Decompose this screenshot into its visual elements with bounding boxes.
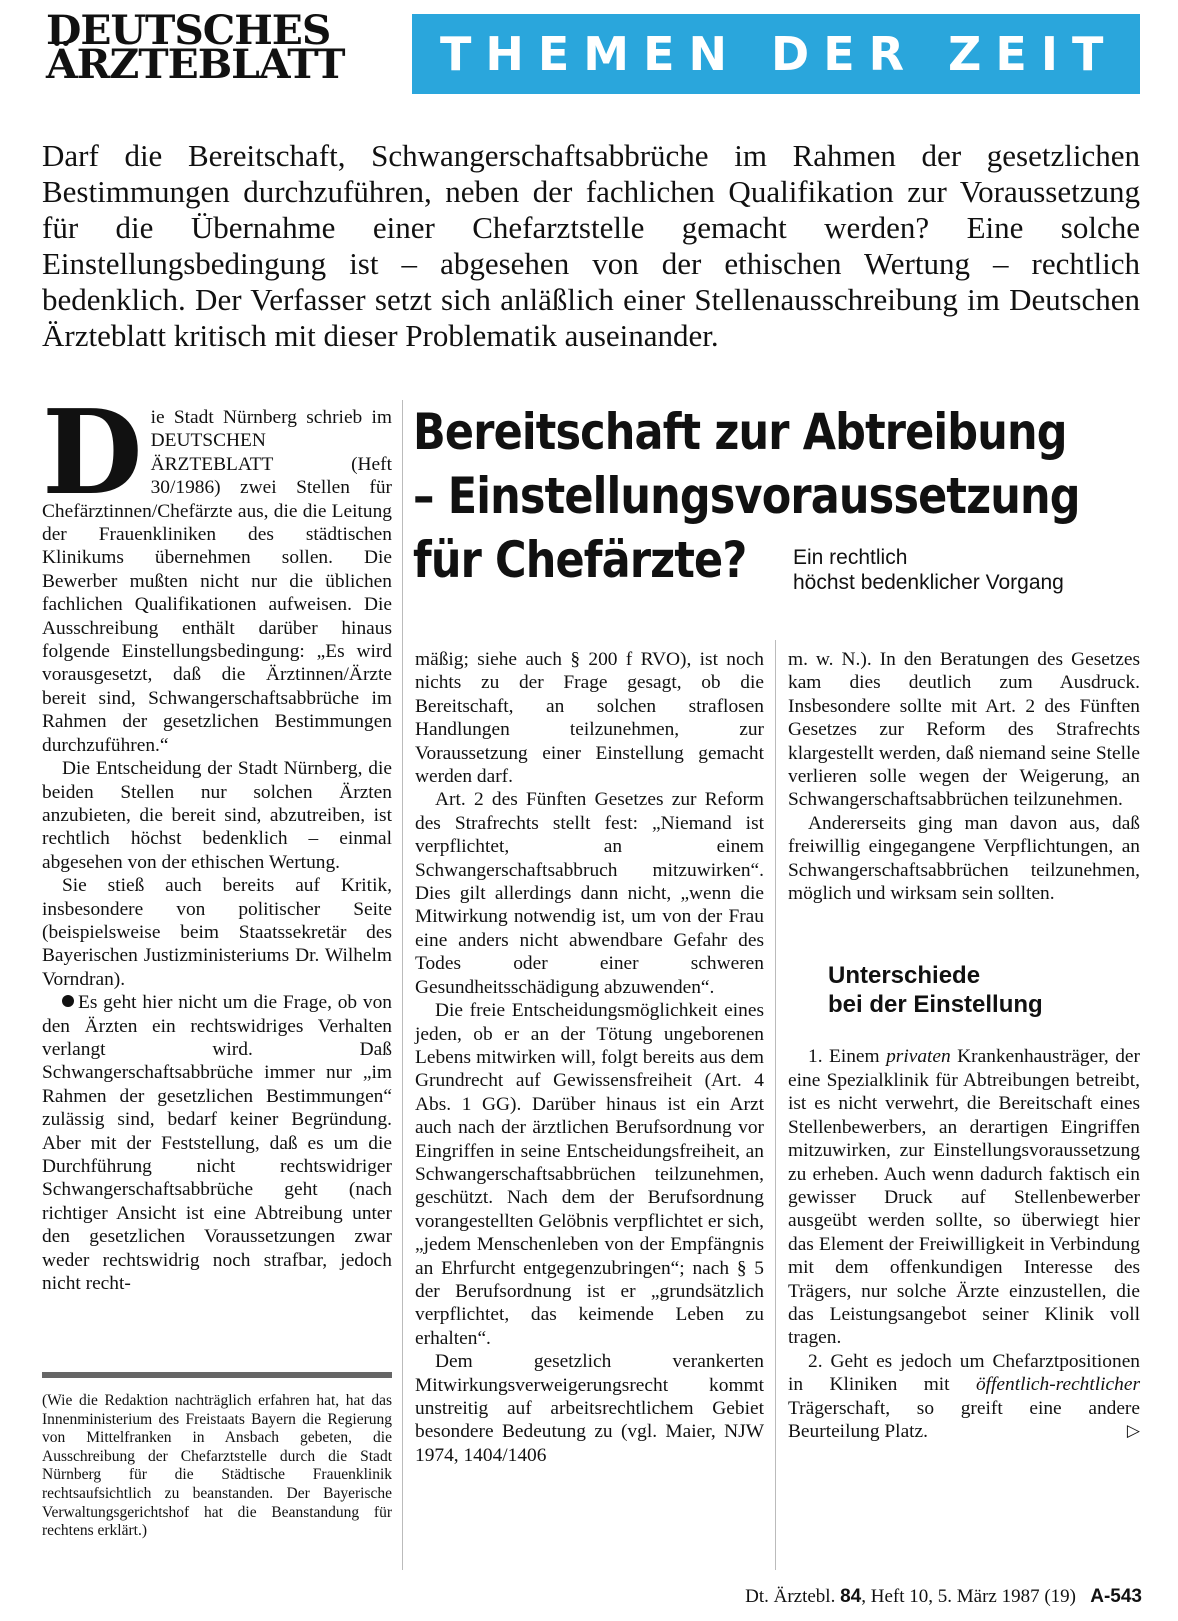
footer-issue: , Heft 10, 5. März 1987 (19) xyxy=(861,1586,1076,1607)
subtitle-line-1: Ein rechtlich xyxy=(793,546,908,569)
column1-paragraph-4 xyxy=(42,991,392,1295)
footer-page-number: A-543 xyxy=(1090,1586,1142,1607)
column1-paragraph-4-text: Es geht hier nicht um die Frage, ob von den Ärzten ein rechtswidriges Verhalten verlangt wird. Daß Schwangerschaftsabbrüche immer nur „im Rahmen der gesetzlichen Bestimmungen“ zulässig sind, bedarf keiner Begründung. Aber mit der Feststellung, daß es um die Durchführung nicht rechtswidriger Schwangerschaftsabbrüche geht (nach richtiger Ansicht ist eine Abtreibung unter den gesetzlichen Voraussetzungen zwar weder rechtswidrig noch strafbar, jedoch nicht recht- xyxy=(42,992,392,1295)
footnote-divider xyxy=(42,1372,392,1378)
masthead-line-1: DEUTSCHES xyxy=(46,7,331,54)
headline-line-1: Bereitschaft zur Abtreibung xyxy=(413,403,1067,461)
column1-paragraph-1-text: ie Stadt Nürnberg schrieb im DEUTSCHEN ÄRZTEBLATT (Heft 30/1986) zwei Stellen für Chefärztinnen/Chefärzte aus, die die Leitung der Frauenkliniken des städtischen Klinikums übernehmen sollen. Die Bewerber mußten nicht nur die üblichen fachlichen Qualifikationen aufweisen. Die Ausschreibung enthält darüber hinaus folgende Einstellungsbedingung: „Es wird vorausgesetzt, daß die Ärztinnen/Ärzte bereit sind, Schwangerschaftsabbrüche im Rahmen der gesetzlichen Bestimmungen durchzuführen.“ xyxy=(42,407,392,756)
headline-line-2: – Einstellungsvoraussetzung xyxy=(413,467,1080,525)
subtitle-line-2: höchst bedenklicher Vorgang xyxy=(793,571,1064,594)
bullet-icon xyxy=(62,995,74,1007)
column2-paragraph-3: Die freie Entscheidungsmöglichkeit eines jeden, ob er an der Tötung ungeborenen Lebens mitwirken will, folgt bereits aus dem Grundrecht auf Gewissensfreiheit (Art. 4 Abs. 1 GG). Darüber hinaus ist ein Arzt auch nach der ärztlichen Berufsordnung vor Eingriffen in seine Entscheidungsfreiheit, an Schwangerschaftsabbrüchen teilzunehmen, geschützt. Nach dem der Berufsordnung vorangestellten Gelöbnis verpflichtet er sich, „jedem Menschenleben von der Empfängnis an Ehrfurcht entgegenzubringen“; nach § 5 der Berufsordnung ist er „grundsätzlich verpflichtet, das keimende Leben zu erhalten“. xyxy=(415,1000,764,1349)
column3-paragraph-1: m. w. N.). In den Beratungen des Gesetzes kam dies deutlich zum Ausdruck. Insbesondere sollte mit Art. 2 des Fünften Gesetzes zur Reform des Strafrechts klargestellt werden, daß niemand seine Stelle verlieren solle wegen der Weigerung, an Schwangerschaftsabbrüchen teilzunehmen. xyxy=(788,649,1140,811)
column3-paragraph-3-rest: Krankenhausträger, der eine Spezialklinik für Abtreibungen betreibt, ist es nicht verwehrt, die Bereitschaft eines Stellenbewerbers, an derartigen Eingriffen mitzuwirken, zur Einstellungsvoraussetzung zu erheben. Auch wenn dadurch faktisch ein gewisser Druck auf Stellenbewerber ausgeübt werden sollte, so überwiegt hier das Element der Freiwilligkeit in Verbindung mit dem offenkundigen Interesse des Trägers, nur solche Ärzte einzustellen, die das Leistungsangebot seiner Klinik voll tragen. xyxy=(788,1046,1140,1349)
section-banner-text: THEMEN DER ZEIT xyxy=(440,27,1118,81)
section-heading xyxy=(828,961,1140,1019)
editorial-footnote: (Wie die Redaktion nachträglich erfahren hat, hat das Innenministerium des Freistaats Bayern die Regierung von Mittelfranken in Ansbach gebeten, die Ausschreibung der Chefarztstelle durch die Stadt Nürnberg für die Städtische Frauenklinik rechtsaufsichtlich zu beanstanden. Der Bayerische Verwaltungsgerichtshof hat die Beanstandung für rechtens erklärt.) xyxy=(42,1392,392,1540)
section-heading-line-1: Unterschiede xyxy=(828,962,981,990)
column3-paragraph-3 xyxy=(788,1045,1140,1349)
section-banner xyxy=(412,14,1140,94)
column3-paragraph-3-start: 1. Einem xyxy=(808,1046,887,1068)
drop-cap: D xyxy=(42,385,143,521)
section-heading-line-2: bei der Einstellung xyxy=(828,991,1043,1019)
page-footer xyxy=(650,1586,1142,1608)
footer-volume: 84 xyxy=(840,1586,862,1607)
article-column-2 xyxy=(415,648,764,1467)
column3-paragraph-4 xyxy=(788,1350,1140,1444)
article-column-1 xyxy=(42,385,392,1295)
column3-paragraph-4-rest: Trägerschaft, so greift eine andere Beurteilung Platz. xyxy=(788,1397,1140,1442)
column-divider-2 xyxy=(775,640,776,1570)
masthead-line-2: ÄRZTEBLATT xyxy=(46,41,345,88)
lead-text: Darf die Bereitschaft, Schwangerschaftsabbrüche im Rahmen der gesetzlichen Bestimmungen durchzuführen, neben der fachlichen Qualifikation zur Voraussetzung für die Übernahme einer Chefarztstelle gemacht werden? Eine solche Einstellungsbedingung ist – abgesehen von der ethischen Wertung – rechtlich bedenklich. Der Verfasser setzt sich anläßlich einer Stellenausschreibung im Deutschen Ärzteblatt kritisch mit dieser Problematik auseinander. xyxy=(42,138,1140,353)
column1-paragraph-3: Sie stieß auch bereits auf Kritik, insbesondere von politischer Seite (beispielsweise beim Staatssekretär des Bayerischen Justizministeriums Dr. Wilhelm Vorndran). xyxy=(42,875,392,990)
continue-arrow-icon: ▷ xyxy=(1126,1420,1140,1441)
column3-paragraph-4-start: 2. Geht es jedoch um Chefarztpositionen in Kliniken mit xyxy=(788,1350,1140,1396)
masthead-logo xyxy=(46,7,396,94)
column2-paragraph-2: Art. 2 des Fünften Gesetzes zur Reform des Strafrechts stellt fest: „Niemand ist verpflichtet, an einem Schwangerschaftsabbruch mitzuwirken“. Dies gilt allerdings dann nicht, „wenn die Mitwirkung notwendig ist, um von der Frau eine anders nicht abwendbare Gefahr des Todes oder einer schweren Gesundheitsschädigung abzuwenden“. xyxy=(415,789,764,998)
footer-journal: Dt. Ärztebl. xyxy=(745,1586,836,1607)
emphasis-privaten: privaten xyxy=(886,1046,951,1068)
headline-line-3: für Chefärzte? xyxy=(413,531,747,589)
column1-paragraph-1 xyxy=(42,385,392,757)
lead-paragraph xyxy=(42,138,1140,354)
emphasis-oeffentlich-rechtlicher: öffentlich-rechtlicher xyxy=(975,1374,1140,1396)
article-column-3 xyxy=(788,648,1140,1443)
column-divider-1 xyxy=(402,400,403,1570)
column1-paragraph-2: Die Entscheidung der Stadt Nürnberg, die beiden Stellen nur solchen Ärzten anzubieten, die bereit sind, abzutreiben, ist rechtlich höchst bedenklich – einmal abgesehen von der ethischen Wertung. xyxy=(42,758,392,873)
article-subtitle xyxy=(793,545,1143,595)
column3-paragraph-2: Andererseits ging man davon aus, daß freiwillig eingegangene Verpflichtungen, an Schwangerschaftsabbrüchen teilzunehmen, möglich und wirksam sein sollten. xyxy=(788,812,1140,905)
column2-paragraph-1: mäßig; siehe auch § 200 f RVO), ist noch nichts zu der Frage gesagt, ob die Bereitschaft, an solchen straflosen Handlungen teilzunehmen, zur Voraussetzung einer Einstellung gemacht werden darf. xyxy=(415,649,764,788)
column2-paragraph-4: Dem gesetzlich verankerten Mitwirkungsverweigerungsrecht kommt unstreitig auf arbeitsrechtlichem Gebiet besondere Bedeutung zu (vgl. Maier, NJW 1974, 1404/1406 xyxy=(415,1351,764,1466)
